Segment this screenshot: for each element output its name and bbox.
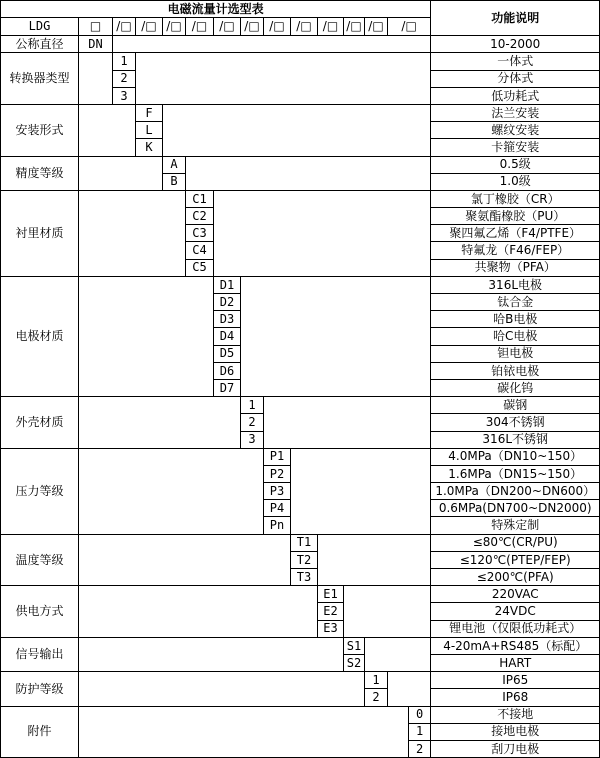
option-description: 螺纹安装 bbox=[431, 122, 600, 139]
code-slot: /□ bbox=[264, 18, 291, 36]
option-code: 2 bbox=[365, 689, 388, 706]
option-code: 0 bbox=[409, 706, 431, 723]
option-description: 铂铱电极 bbox=[431, 362, 600, 379]
option-description: 1.6MPa（DN15~150） bbox=[431, 465, 600, 482]
group-label: 信号输出 bbox=[1, 637, 79, 671]
table-row bbox=[1, 706, 600, 723]
empty-span bbox=[79, 534, 291, 586]
group-label: 附件 bbox=[1, 706, 79, 758]
empty-span bbox=[79, 706, 409, 758]
empty-span bbox=[291, 448, 431, 534]
option-description: ≤80℃(CR/PU) bbox=[431, 534, 600, 551]
option-code: 2 bbox=[241, 414, 264, 431]
option-description: 钛合金 bbox=[431, 294, 600, 311]
option-description: 220VAC bbox=[431, 586, 600, 603]
option-code: Pn bbox=[264, 517, 291, 534]
code-slot-box: □ bbox=[79, 18, 113, 36]
option-description: 不接地 bbox=[431, 706, 600, 723]
group-label: 精度等级 bbox=[1, 156, 79, 190]
option-description: 10-2000 bbox=[431, 36, 600, 53]
option-code: D5 bbox=[214, 345, 241, 362]
group-label: 安装形式 bbox=[1, 104, 79, 156]
group-label: 压力等级 bbox=[1, 448, 79, 534]
option-code: 2 bbox=[113, 70, 136, 87]
option-description: 一体式 bbox=[431, 53, 600, 70]
empty-span bbox=[79, 190, 186, 276]
option-code: T2 bbox=[291, 551, 318, 568]
option-description: 共聚物（PFA） bbox=[431, 259, 600, 276]
group-label: 温度等级 bbox=[1, 534, 79, 586]
group-label: 转换器类型 bbox=[1, 53, 79, 105]
function-column-header: 功能说明 bbox=[431, 1, 600, 36]
empty-span bbox=[388, 672, 431, 706]
empty-span bbox=[79, 637, 344, 671]
option-description: 碳化钨 bbox=[431, 379, 600, 396]
code-slot: /□ bbox=[318, 18, 344, 36]
table-row bbox=[1, 156, 600, 173]
empty-span bbox=[318, 534, 431, 586]
option-code: C3 bbox=[186, 225, 214, 242]
table-row bbox=[1, 586, 600, 603]
option-description: 碳钢 bbox=[431, 397, 600, 414]
empty-span bbox=[79, 53, 113, 105]
empty-span bbox=[186, 156, 431, 190]
code-slot: /□ bbox=[344, 18, 365, 36]
group-label: 衬里材质 bbox=[1, 190, 79, 276]
option-description: 聚氨酯橡胶（PU） bbox=[431, 208, 600, 225]
option-description: 分体式 bbox=[431, 70, 600, 87]
group-label: 外壳材质 bbox=[1, 397, 79, 449]
option-code: A bbox=[163, 156, 186, 173]
empty-span bbox=[264, 397, 431, 449]
code-slot: /□ bbox=[214, 18, 241, 36]
empty-span bbox=[79, 586, 318, 638]
table-row bbox=[1, 534, 600, 551]
table-row bbox=[1, 448, 600, 465]
option-code: 3 bbox=[241, 431, 264, 448]
empty-span bbox=[79, 104, 136, 156]
option-description: 接地电极 bbox=[431, 723, 600, 740]
empty-span bbox=[79, 672, 365, 706]
option-code: B bbox=[163, 173, 186, 190]
option-code: D6 bbox=[214, 362, 241, 379]
option-code: L bbox=[136, 122, 163, 139]
table-row bbox=[1, 36, 600, 53]
option-code: S2 bbox=[344, 654, 365, 671]
option-description: 刮刀电极 bbox=[431, 740, 600, 757]
option-code: C1 bbox=[186, 190, 214, 207]
table-row bbox=[1, 104, 600, 121]
option-code: 1 bbox=[113, 53, 136, 70]
option-code: P4 bbox=[264, 500, 291, 517]
option-description: 特氟龙（F46/FEP） bbox=[431, 242, 600, 259]
option-code: 2 bbox=[409, 740, 431, 757]
empty-span bbox=[79, 397, 241, 449]
option-description: 钽电极 bbox=[431, 345, 600, 362]
code-slot: /□ bbox=[291, 18, 318, 36]
option-description: 聚四氟乙烯（F4/PTFE） bbox=[431, 225, 600, 242]
selector-body bbox=[1, 36, 600, 758]
option-code: D3 bbox=[214, 311, 241, 328]
option-description: 氯丁橡胶（CR） bbox=[431, 190, 600, 207]
option-code: E2 bbox=[318, 603, 344, 620]
option-code: D1 bbox=[214, 276, 241, 293]
group-label: 供电方式 bbox=[1, 586, 79, 638]
code-slot: /□ bbox=[136, 18, 163, 36]
code-slot: /□ bbox=[163, 18, 186, 36]
option-description: 316L电极 bbox=[431, 276, 600, 293]
option-code: P2 bbox=[264, 465, 291, 482]
empty-span bbox=[79, 276, 214, 396]
option-code: E3 bbox=[318, 620, 344, 637]
option-code: F bbox=[136, 104, 163, 121]
option-code: 3 bbox=[113, 87, 136, 104]
option-description: 24VDC bbox=[431, 603, 600, 620]
table-row bbox=[1, 637, 600, 654]
option-code: C5 bbox=[186, 259, 214, 276]
empty-span bbox=[214, 190, 431, 276]
option-description: 0.5级 bbox=[431, 156, 600, 173]
option-description: 4-20mA+RS485（标配） bbox=[431, 637, 600, 654]
empty-span bbox=[241, 276, 431, 396]
empty-span bbox=[136, 53, 431, 105]
group-label: 防护等级 bbox=[1, 672, 79, 706]
option-code: D4 bbox=[214, 328, 241, 345]
option-description: IP68 bbox=[431, 689, 600, 706]
code-slot: /□ bbox=[241, 18, 264, 36]
table-row bbox=[1, 190, 600, 207]
table-row bbox=[1, 397, 600, 414]
option-code: DN bbox=[79, 36, 113, 53]
option-description: 法兰安装 bbox=[431, 104, 600, 121]
page-title: 电磁流量计选型表 bbox=[1, 1, 431, 18]
option-code: D2 bbox=[214, 294, 241, 311]
option-description: 哈C电极 bbox=[431, 328, 600, 345]
option-description: ≤120℃(PTEP/FEP) bbox=[431, 551, 600, 568]
option-code: C2 bbox=[186, 208, 214, 225]
table-row bbox=[1, 1, 600, 18]
option-description: IP65 bbox=[431, 672, 600, 689]
option-description: 低功耗式 bbox=[431, 87, 600, 104]
option-code: S1 bbox=[344, 637, 365, 654]
option-code: E1 bbox=[318, 586, 344, 603]
option-description: ≤200℃(PFA) bbox=[431, 569, 600, 586]
group-label: 电极材质 bbox=[1, 276, 79, 396]
empty-span bbox=[365, 637, 431, 671]
option-description: 1.0级 bbox=[431, 173, 600, 190]
option-code: T1 bbox=[291, 534, 318, 551]
code-slot: /□ bbox=[365, 18, 388, 36]
table-row bbox=[1, 276, 600, 293]
option-code: 1 bbox=[241, 397, 264, 414]
option-description: 哈B电极 bbox=[431, 311, 600, 328]
model-code-label: LDG bbox=[1, 18, 79, 36]
option-description: 304不锈钢 bbox=[431, 414, 600, 431]
option-description: 特殊定制 bbox=[431, 517, 600, 534]
empty-span bbox=[79, 448, 264, 534]
option-code: C4 bbox=[186, 242, 214, 259]
table-row bbox=[1, 672, 600, 689]
option-code: K bbox=[136, 139, 163, 156]
empty-span bbox=[79, 156, 163, 190]
option-description: 卡箍安装 bbox=[431, 139, 600, 156]
option-description: 1.0MPa（DN200~DN600） bbox=[431, 483, 600, 500]
option-description: 0.6MPa(DN700~DN2000) bbox=[431, 500, 600, 517]
option-description: HART bbox=[431, 654, 600, 671]
code-slot: /□ bbox=[113, 18, 136, 36]
group-label: 公称直径 bbox=[1, 36, 79, 53]
empty-span bbox=[344, 586, 431, 638]
selector-head bbox=[1, 1, 600, 36]
empty-span bbox=[163, 104, 431, 156]
option-code: T3 bbox=[291, 569, 318, 586]
code-slot: /□ bbox=[388, 18, 431, 36]
option-code: 1 bbox=[409, 723, 431, 740]
option-code: D7 bbox=[214, 379, 241, 396]
option-description: 4.0MPa（DN10~150） bbox=[431, 448, 600, 465]
option-code: P1 bbox=[264, 448, 291, 465]
table-row bbox=[1, 53, 600, 70]
code-slot: /□ bbox=[186, 18, 214, 36]
option-code: P3 bbox=[264, 483, 291, 500]
option-description: 锂电池（仅限低功耗式） bbox=[431, 620, 600, 637]
empty-span bbox=[113, 36, 431, 53]
option-code: 1 bbox=[365, 672, 388, 689]
option-description: 316L不锈钢 bbox=[431, 431, 600, 448]
